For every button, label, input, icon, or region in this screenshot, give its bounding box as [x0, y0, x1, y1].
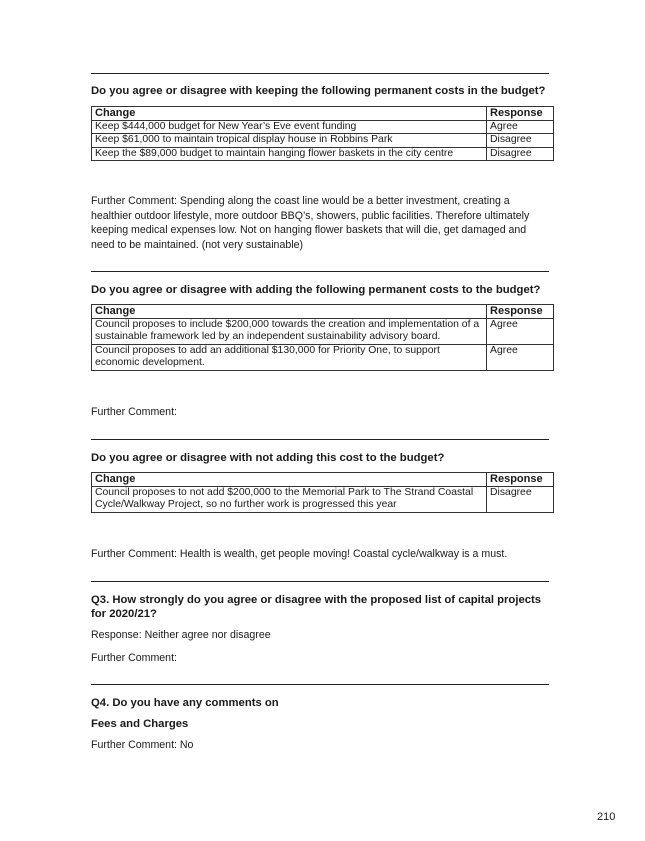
table-row	[92, 344, 554, 370]
change-cell: Council proposes to add an additional $130,000 for Priority One, to support economic development.	[92, 344, 487, 370]
table-header-row	[92, 107, 554, 121]
response-table	[91, 106, 554, 161]
section-divider	[91, 684, 549, 685]
question-heading: Q3. How strongly do you agree or disagree with the proposed list of capital projects for 2020/21?	[91, 594, 542, 620]
question-heading: Q4. Do you have any comments on	[91, 697, 279, 709]
section-divider	[91, 73, 549, 74]
question-heading: Do you agree or disagree with adding the following permanent costs to the budget?	[91, 284, 541, 296]
response-cell: Agree	[487, 120, 554, 134]
change-cell: Keep $61,000 to maintain tropical display house in Robbins Park	[92, 134, 487, 148]
further-comment: Further Comment: Health is wealth, get people moving! Coastal cycle/walkway is a must.	[91, 548, 508, 560]
change-cell: Council proposes to not add $200,000 to the Memorial Park to The Strand Coastal Cycle/Walkway Project, so no further work is progressed this year	[92, 486, 487, 512]
page-number: 210	[597, 811, 616, 823]
subheading: Fees and Charges	[91, 718, 189, 730]
further-comment: Further Comment:	[91, 652, 177, 664]
column-header-response: Response	[487, 473, 554, 487]
column-header-change: Change	[92, 305, 487, 319]
column-header-change: Change	[92, 107, 487, 121]
response-table	[91, 472, 554, 513]
table-row	[92, 318, 554, 344]
response-text: Response: Neither agree nor disagree	[91, 629, 271, 641]
section-divider	[91, 439, 549, 440]
table-header-row	[92, 305, 554, 319]
question-heading: Do you agree or disagree with not adding this cost to the budget?	[91, 452, 445, 464]
response-cell: Agree	[487, 344, 554, 370]
response-cell: Agree	[487, 318, 554, 344]
column-header-response: Response	[487, 107, 554, 121]
further-comment: Further Comment: No	[91, 739, 194, 751]
response-cell: Disagree	[487, 134, 554, 148]
response-cell: Disagree	[487, 486, 554, 512]
table-header-row	[92, 473, 554, 487]
table-row	[92, 134, 554, 148]
change-cell: Keep $444,000 budget for New Year’s Eve event funding	[92, 120, 487, 134]
section-divider	[91, 581, 549, 582]
change-cell: Keep the $89,000 budget to maintain hanging flower baskets in the city centre	[92, 147, 487, 161]
further-comment: Further Comment: Spending along the coast line would be a better investment, creating a healthier outdoor lifestyle, more outdoor BBQ’s, showers, public facilities. Therefore ultimately keeping medical expenses low. Not on hanging flower baskets that will die, get damaged and need to be maintained. (not very sustainable)	[91, 195, 530, 251]
column-header-change: Change	[92, 473, 487, 487]
response-cell: Disagree	[487, 147, 554, 161]
further-comment: Further Comment:	[91, 406, 177, 418]
table-row	[92, 486, 554, 512]
section-divider	[91, 271, 549, 272]
table-row	[92, 120, 554, 134]
table-row	[92, 147, 554, 161]
column-header-response: Response	[487, 305, 554, 319]
change-cell: Council proposes to include $200,000 towards the creation and implementation of a sustainable framework led by an independent sustainability advisory board.	[92, 318, 487, 344]
question-heading: Do you agree or disagree with keeping the following permanent costs in the budget?	[91, 85, 546, 97]
response-table	[91, 304, 554, 371]
